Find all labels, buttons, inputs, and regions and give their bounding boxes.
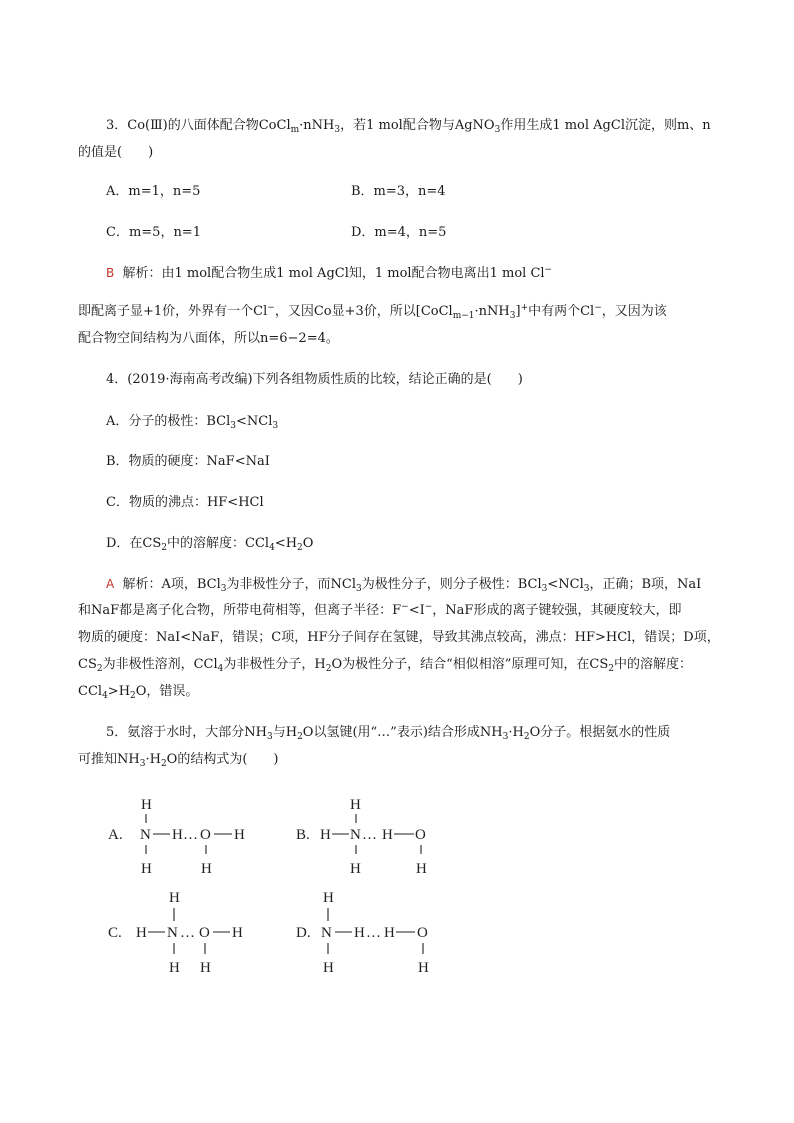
q3-stem-line1: 3．Co(Ⅲ)的八面体配合物CoCl$_m$·nNH$_3$，若1 mol配合物与AgNO$_3$作用生成1 mol AgCl沉淀，则m、n <box>106 118 711 135</box>
q3-answer: B <box>106 266 115 280</box>
svg-text:N: N <box>167 925 178 941</box>
q3-option-b: B．m=3，n=4 <box>351 184 446 199</box>
svg-text:H: H <box>384 925 395 941</box>
q4-option-a: A．分子的极性：BCl$_3$<NCl$_3$ <box>106 414 279 431</box>
svg-text:N: N <box>350 827 361 843</box>
q4-explanation-line5: $CCl_4>H_2O$，错误。 <box>78 684 199 701</box>
q4-option-d: D．在$CS_2$中的溶解度：$CCl_4<H_2O$ <box>106 536 314 553</box>
svg-text:O: O <box>417 925 428 941</box>
structure-option-c <box>108 884 258 976</box>
q3-explanation-line2: 即配离子显+1价，外界有一个Cl−，又因Co显+3价，所以[CoCl$_{m-1}$·nNH$_3$]+中有两个Cl−，又因为该 <box>78 303 667 321</box>
q4-answer: A <box>106 577 115 591</box>
svg-text:H: H <box>320 827 331 843</box>
label-c: C. <box>108 925 122 941</box>
q4-stem: 4．(2019·海南高考改编)下列各组物质性质的比较，结论正确的是( ) <box>106 372 523 387</box>
svg-text:…: … <box>183 827 197 843</box>
label-b: B. <box>296 827 310 843</box>
q3-option-c: C．m=5，n=1 <box>106 225 201 240</box>
svg-text:H: H <box>200 960 211 976</box>
q3-option-d: D．m=4，n=5 <box>351 225 447 240</box>
structure-option-a <box>108 790 258 880</box>
svg-text:H: H <box>201 861 212 877</box>
svg-text:H: H <box>169 960 180 976</box>
svg-text:O: O <box>200 827 211 843</box>
svg-text:…: … <box>362 827 376 843</box>
q4-explanation-line3: 物质的硬度：NaI<NaF，错误；C项，HF分子间存在氢键，导致其沸点较高，沸点：HF>HCl，错误；D项， <box>78 630 720 645</box>
svg-text:H: H <box>232 925 243 941</box>
q5-stem-line1: 5．氨溶于水时，大部分$NH_3$与$H_2O$以氢键(用“…”表示)结合形成$NH_3\cdot H_2O$分子。根据氨水的性质 <box>106 725 671 742</box>
svg-text:H: H <box>350 861 361 877</box>
svg-text:H: H <box>141 797 152 813</box>
svg-text:H: H <box>350 797 361 813</box>
svg-text:H: H <box>323 960 334 976</box>
structure-option-d <box>296 884 446 976</box>
svg-text:…: … <box>180 925 194 941</box>
label-a: A. <box>108 827 123 843</box>
svg-text:O: O <box>199 925 210 941</box>
svg-text:H: H <box>416 861 427 877</box>
svg-text:H: H <box>141 861 152 877</box>
svg-text:O: O <box>415 827 426 843</box>
q5-stem-line2: 可推知$NH_3\cdot H_2O$的结构式为( ) <box>78 752 279 769</box>
q3-option-a: A．m=1，n=5 <box>106 184 201 199</box>
svg-text:N: N <box>140 827 151 843</box>
q4-explanation-line1: A 解析：A项，BCl$_3$为非极性分子，而NCl$_3$为极性分子，则分子极性：BCl$_3$<NCl$_3$，正确；B项，NaI <box>106 577 702 594</box>
q3-explanation-line1: B 解析：由1 mol配合物生成1 mol AgCl知，1 mol配合物电离出1 mol Cl− <box>106 265 553 281</box>
label-d: D. <box>296 925 311 941</box>
q4-option-b: B．物质的硬度：NaF<NaI <box>106 454 270 469</box>
svg-text:H: H <box>418 960 429 976</box>
svg-text:H: H <box>323 890 334 906</box>
q4-option-c: C．物质的沸点：HF<HCl <box>106 495 264 510</box>
svg-text:N: N <box>321 925 332 941</box>
q4-explanation-line4: $CS_2$为非极性溶剂，CCl$_4$为非极性分子，$H_2O$为极性分子，结合“相似相溶”原理可知，在$CS_2$中的溶解度： <box>78 657 693 674</box>
q4-explanation-line2: 和NaF都是离子化合物，所带电荷相等，但离子半径：F−<I−，NaF形成的离子键较强，其硬度较大，即 <box>78 602 682 618</box>
svg-text:H: H <box>354 925 365 941</box>
svg-text:H: H <box>136 925 147 941</box>
svg-text:H: H <box>234 827 245 843</box>
svg-text:H: H <box>172 827 183 843</box>
svg-text:H: H <box>169 890 180 906</box>
q3-stem-line2: 的值是( ) <box>78 145 154 160</box>
svg-text:…: … <box>366 925 380 941</box>
structure-option-b <box>296 790 446 880</box>
q3-explanation-line3: 配合物空间结构为八面体，所以n=6−2=4。 <box>78 331 339 346</box>
svg-text:H: H <box>382 827 393 843</box>
